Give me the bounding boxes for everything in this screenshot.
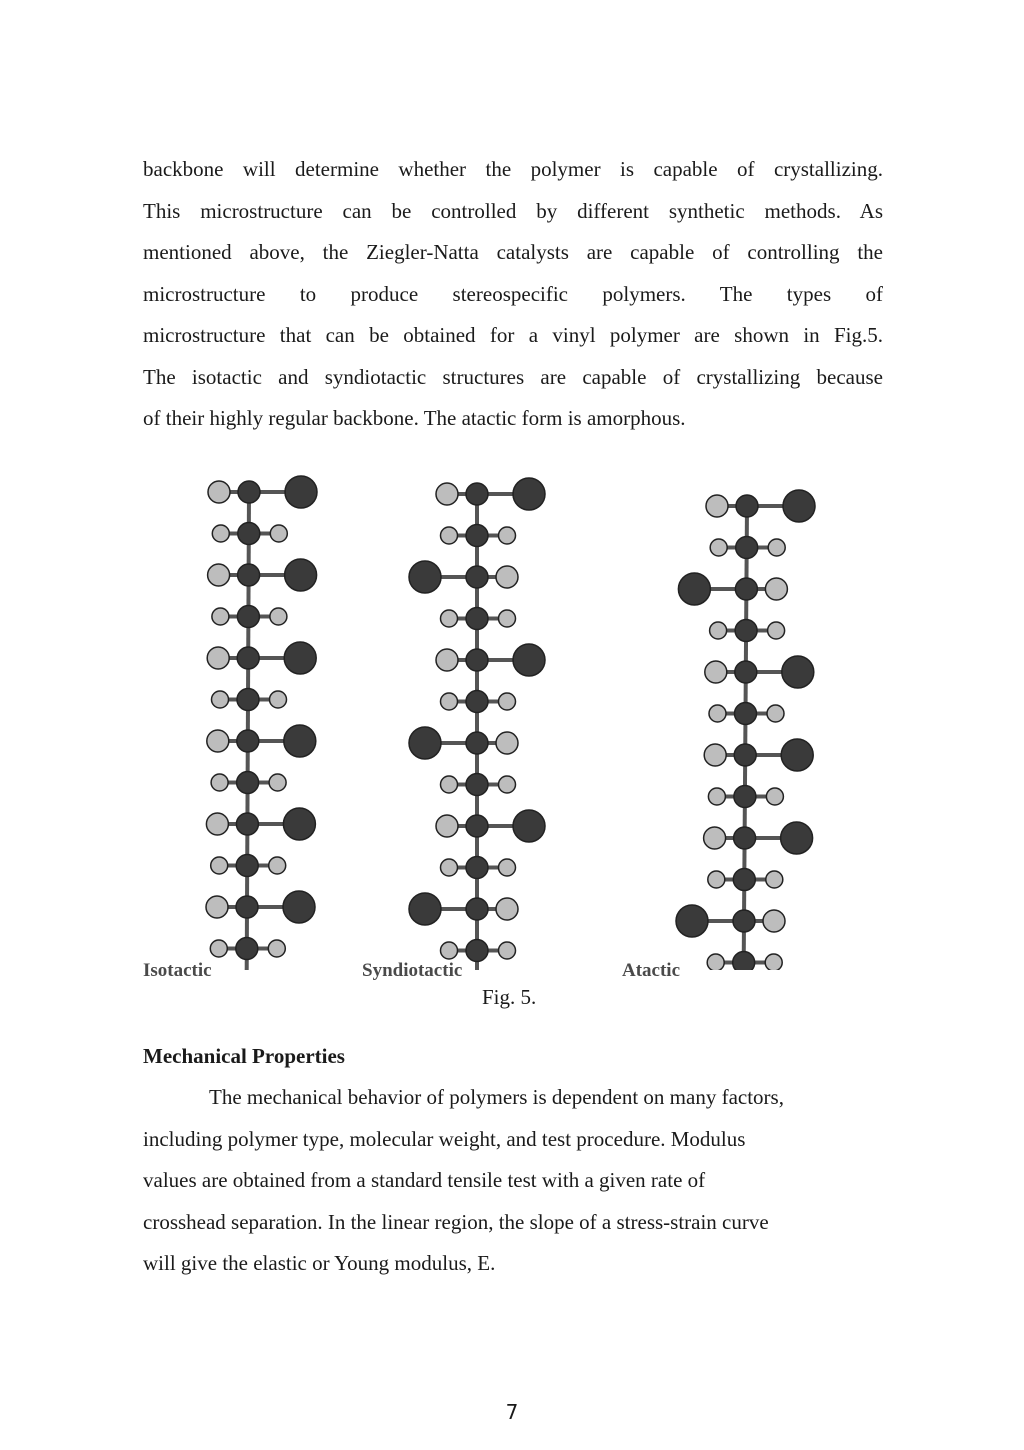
hydrogen-atom — [270, 608, 287, 625]
substituent-atom — [285, 476, 317, 508]
hydrogen-atom — [499, 610, 516, 627]
hydrogen-atom — [705, 661, 727, 683]
hydrogen-atom — [270, 525, 287, 542]
carbon-atom — [466, 566, 488, 588]
substituent-atom — [676, 905, 708, 937]
carbon-atom — [734, 827, 756, 849]
substituent-atom — [513, 478, 545, 510]
substituent-atom — [513, 810, 545, 842]
substituent-atom — [409, 727, 441, 759]
hydrogen-atom — [496, 566, 518, 588]
hydrogen-atom — [441, 859, 458, 876]
bond — [743, 506, 747, 970]
text-line: microstructure that can be obtained for a vinyl polymer are shown in Fig.5. — [143, 323, 883, 347]
substituent-atom — [285, 559, 317, 591]
hydrogen-atom — [499, 859, 516, 876]
carbon-atom — [236, 855, 258, 877]
hydrogen-atom — [211, 857, 228, 874]
hydrogen-atom — [766, 871, 783, 888]
carbon-atom — [735, 661, 757, 683]
carbon-atom — [466, 857, 488, 879]
substituent-atom — [782, 656, 814, 688]
substituent-atom — [783, 490, 815, 522]
carbon-atom — [466, 815, 488, 837]
hydrogen-atom — [499, 693, 516, 710]
carbon-atom — [736, 537, 758, 559]
carbon-atom — [735, 703, 757, 725]
isotactic-label: Isotactic — [143, 960, 212, 981]
hydrogen-atom — [704, 744, 726, 766]
hydrogen-atom — [207, 730, 229, 752]
carbon-atom — [466, 608, 488, 630]
carbon-atom — [466, 732, 488, 754]
hydrogen-atom — [765, 954, 782, 970]
carbon-atom — [734, 744, 756, 766]
hydrogen-atom — [208, 564, 230, 586]
hydrogen-atom — [707, 954, 724, 970]
hydrogen-atom — [766, 788, 783, 805]
substituent-atom — [283, 891, 315, 923]
hydrogen-atom — [269, 774, 286, 791]
carbon-atom — [236, 813, 258, 835]
hydrogen-atom — [499, 776, 516, 793]
carbon-atom — [466, 774, 488, 796]
carbon-atom — [733, 910, 755, 932]
hydrogen-atom — [441, 693, 458, 710]
text-line: will give the elastic or Young modulus, E. — [143, 1251, 496, 1275]
text-line: microstructure to produce stereospecific polymers. The types of — [143, 281, 883, 306]
carbon-atom — [734, 786, 756, 808]
carbon-atom — [466, 483, 488, 505]
page-number: 7 — [505, 1400, 519, 1424]
carbon-atom — [237, 772, 259, 794]
hydrogen-atom — [768, 539, 785, 556]
hydrogen-atom — [441, 527, 458, 544]
intro-paragraph — [143, 149, 883, 440]
carbon-atom — [736, 495, 758, 517]
substituent-atom — [409, 561, 441, 593]
hydrogen-atom — [710, 622, 727, 639]
hydrogen-atom — [212, 691, 229, 708]
carbon-atom — [238, 564, 260, 586]
hydrogen-atom — [710, 539, 727, 556]
polymer-tacticity-figure — [150, 470, 870, 970]
hydrogen-atom — [708, 788, 725, 805]
carbon-atom — [237, 606, 259, 628]
hydrogen-atom — [211, 774, 228, 791]
hydrogen-atom — [708, 871, 725, 888]
hydrogen-atom — [210, 940, 227, 957]
hydrogen-atom — [441, 610, 458, 627]
carbon-atom — [237, 647, 259, 669]
carbon-atom — [466, 525, 488, 547]
substituent-atom — [781, 739, 813, 771]
carbon-atom — [237, 689, 259, 711]
carbon-atom — [735, 578, 757, 600]
carbon-atom — [238, 481, 260, 503]
hydrogen-atom — [709, 705, 726, 722]
hydrogen-atom — [763, 910, 785, 932]
text-line: This microstructure can be controlled by different synthetic methods. As — [143, 198, 883, 223]
section-heading: Mechanical Properties — [143, 1044, 345, 1068]
hydrogen-atom — [496, 898, 518, 920]
substituent-atom — [409, 893, 441, 925]
carbon-atom — [236, 896, 258, 918]
text-line: including polymer type, molecular weight, and test procedure. Modulus — [143, 1126, 746, 1151]
hydrogen-atom — [706, 495, 728, 517]
carbon-atom — [237, 730, 259, 752]
hydrogen-atom — [767, 705, 784, 722]
hydrogen-atom — [207, 647, 229, 669]
carbon-atom — [466, 898, 488, 920]
substituent-atom — [284, 642, 316, 674]
substituent-atom — [513, 644, 545, 676]
mechanical-paragraph — [143, 1077, 903, 1285]
isotactic-chain — [179, 476, 317, 970]
hydrogen-atom — [268, 940, 285, 957]
hydrogen-atom — [436, 483, 458, 505]
carbon-atom — [236, 938, 258, 960]
carbon-atom — [733, 869, 755, 891]
text-line: mentioned above, the Ziegler-Natta catalysts are capable of controlling the — [143, 240, 883, 264]
hydrogen-atom — [441, 776, 458, 793]
text-line: crosshead separation. In the linear region, the slope of a stress-strain curve — [143, 1209, 769, 1234]
hydrogen-atom — [206, 813, 228, 835]
text-line: The isotactic and syndiotactic structures are capable of crystallizing because — [143, 364, 883, 389]
substituent-atom — [284, 725, 316, 757]
syndiotactic-chain — [409, 478, 545, 970]
substituent-atom — [283, 808, 315, 840]
substituent-atom — [678, 573, 710, 605]
substituent-atom — [781, 822, 813, 854]
text-line: values are obtained from a standard tensile test with a given rate of — [143, 1168, 706, 1192]
carbon-atom — [466, 940, 488, 962]
figure-caption: Fig. 5. — [482, 985, 537, 1009]
carbon-atom — [735, 620, 757, 642]
atactic-chain — [675, 490, 815, 970]
hydrogen-atom — [436, 649, 458, 671]
carbon-atom — [238, 523, 260, 545]
text-line: backbone will determine whether the polymer is capable of crystallizing. — [143, 157, 883, 181]
hydrogen-atom — [212, 525, 229, 542]
hydrogen-atom — [269, 857, 286, 874]
hydrogen-atom — [499, 942, 516, 959]
hydrogen-atom — [496, 732, 518, 754]
hydrogen-atom — [765, 578, 787, 600]
carbon-atom — [466, 691, 488, 713]
hydrogen-atom — [208, 481, 230, 503]
carbon-atom — [733, 952, 755, 971]
hydrogen-atom — [704, 827, 726, 849]
hydrogen-atom — [499, 527, 516, 544]
hydrogen-atom — [768, 622, 785, 639]
hydrogen-atom — [270, 691, 287, 708]
hydrogen-atom — [206, 896, 228, 918]
text-line: of their highly regular backbone. The atactic form is amorphous. — [143, 406, 686, 430]
carbon-atom — [466, 649, 488, 671]
hydrogen-atom — [436, 815, 458, 837]
hydrogen-atom — [212, 608, 229, 625]
hydrogen-atom — [441, 942, 458, 959]
syndiotactic-label: Syndiotactic — [362, 960, 463, 981]
atactic-label: Atactic — [622, 960, 681, 981]
text-line: The mechanical behavior of polymers is dependent on many factors, — [209, 1085, 784, 1109]
